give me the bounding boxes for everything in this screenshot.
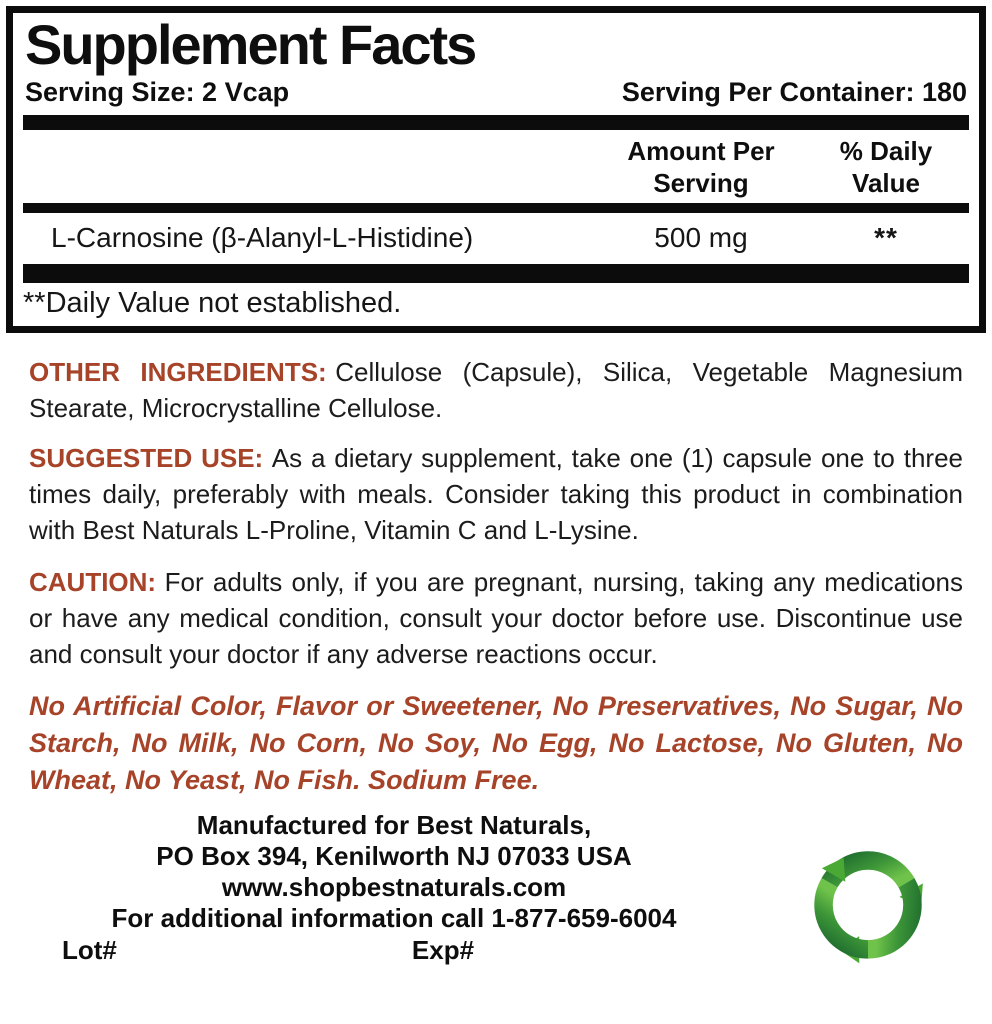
suggested-use-heading: SUGGESTED USE:: [29, 443, 264, 473]
suggested-use-paragraph: [29, 440, 963, 548]
exp-label: Exp#: [411, 935, 475, 965]
servings-per-container: Serving Per Container: 180: [621, 77, 967, 107]
recycle-icon: [794, 826, 942, 979]
lot-exp-row: [0, 935, 788, 966]
ingredient-daily-value: **: [874, 222, 898, 253]
serving-row: [23, 75, 969, 115]
serving-size: Serving Size: 2 Vcap: [25, 77, 290, 107]
other-ingredients-text: Cellulose (Capsule), Silica, Vegetable Magnesium Stearate, Microcrystalline Cellulose.: [29, 357, 963, 423]
address-line: PO Box 394, Kenilworth NJ 07033 USA: [156, 841, 632, 871]
manufacturer-block: [0, 810, 788, 979]
other-ingredients-heading: OTHER INGREDIENTS:: [29, 357, 327, 387]
suggested-use-text: As a dietary supplement, take one (1) capsule one to three times daily, preferably with meals. Consider taking this product in combination with Best Naturals L-Proline, Vitamin C and L-Lysine.: [29, 443, 963, 545]
column-header-row: [23, 130, 969, 203]
divider-bar-heavy: [23, 264, 969, 283]
daily-value-footnote: **Daily Value not established.: [23, 287, 402, 319]
amount-per-serving-header: Amount Per Serving: [627, 136, 775, 198]
ingredient-name: L-Carnosine (β-Alanyl-L-Histidine): [51, 222, 474, 253]
caution-text: For adults only, if you are pregnant, nursing, taking any medications or have any medical condition, consult your doctor before use. Discontinue use and consult your doctor if any adverse reactions occur.: [29, 567, 963, 669]
free-of-claims-paragraph: No Artificial Color, Flavor or Sweetener, No Preservatives, No Sugar, No Starch, No Milk, No Corn, No Soy, No Egg, No Lactose, No Gluten, No Wheat, No Yeast, No Fish. Sodium Free.: [29, 691, 963, 795]
caution-heading: CAUTION:: [29, 567, 157, 597]
ingredient-amount: 500 mg: [654, 222, 748, 253]
supplement-facts-panel: [6, 6, 986, 333]
manufacturer-line: Manufactured for Best Naturals,: [196, 810, 592, 840]
lot-label: Lot#: [62, 935, 117, 965]
label-text-sections: [0, 354, 992, 799]
other-ingredients-paragraph: [29, 354, 963, 426]
divider-bar-thick: [23, 115, 969, 130]
panel-title: Supplement Facts: [25, 13, 476, 76]
divider-bar-medium: [23, 203, 969, 213]
phone-line: For additional information call 1-877-659-6004: [111, 903, 677, 933]
percent-daily-value-header: % Daily Value: [839, 136, 933, 198]
website-line: www.shopbestnaturals.com: [221, 872, 567, 902]
ingredient-row: [23, 213, 969, 264]
caution-paragraph: [29, 564, 963, 672]
footer: [0, 810, 992, 979]
